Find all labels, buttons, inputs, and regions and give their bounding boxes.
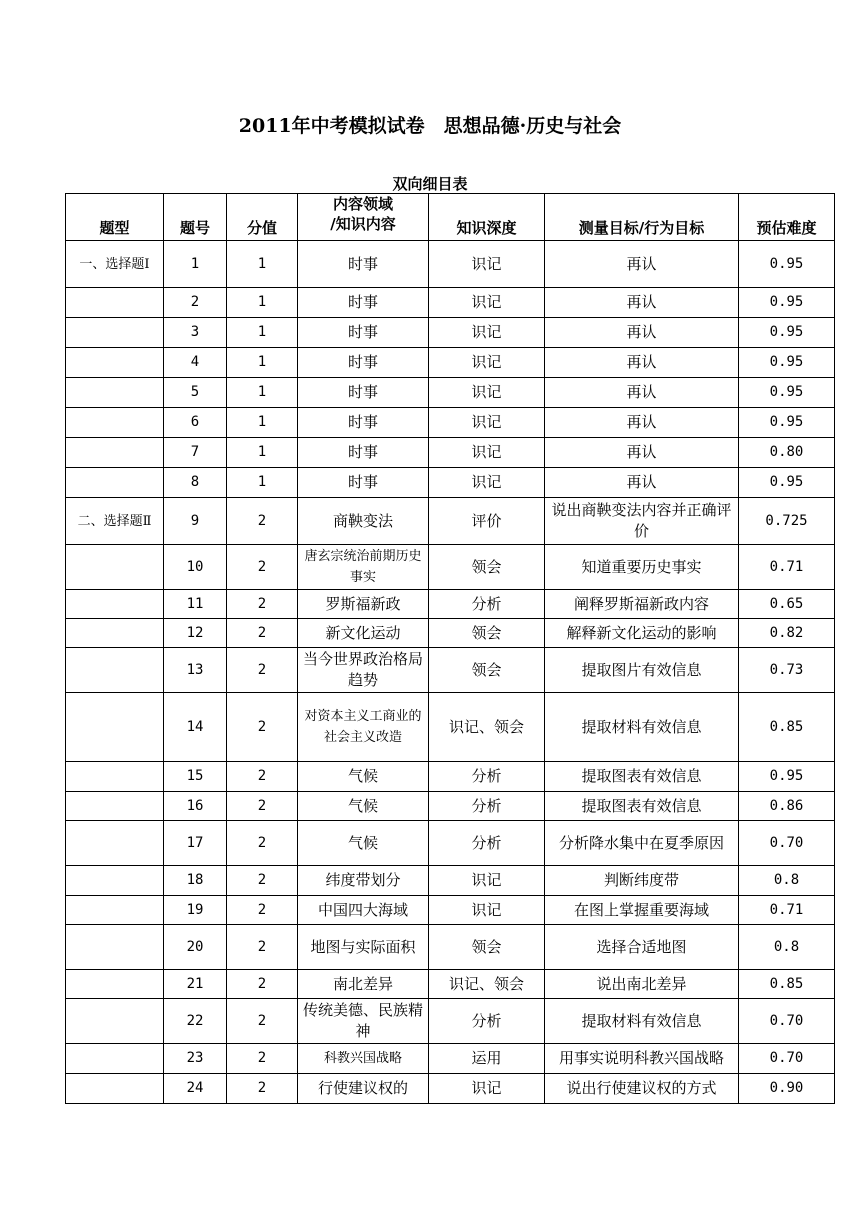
difficulty-cell: 0.90 <box>739 1074 835 1104</box>
score-cell: 2 <box>227 1044 298 1074</box>
difficulty-cell: 0.80 <box>739 438 835 468</box>
score-cell: 1 <box>227 438 298 468</box>
question-type-cell: 二、选择题Ⅱ <box>66 498 164 545</box>
question-number-cell: 14 <box>164 693 227 762</box>
question-number-cell: 15 <box>164 762 227 792</box>
depth-cell: 领会 <box>429 545 545 590</box>
table-row <box>66 545 835 590</box>
header-goal: 测量目标/行为目标 <box>545 194 739 241</box>
table-row <box>66 999 835 1044</box>
goal-cell: 说出商鞅变法内容并正确评价 <box>545 498 739 545</box>
goal-cell: 说出南北差异 <box>545 970 739 999</box>
header-number: 题号 <box>164 194 227 241</box>
question-number-cell: 23 <box>164 1044 227 1074</box>
content-cell: 纬度带划分 <box>298 866 429 896</box>
difficulty-cell: 0.95 <box>739 348 835 378</box>
question-type-cell <box>66 378 164 408</box>
question-number-cell: 18 <box>164 866 227 896</box>
goal-cell: 再认 <box>545 348 739 378</box>
goal-cell: 再认 <box>545 378 739 408</box>
table-row <box>66 408 835 438</box>
question-number-cell: 22 <box>164 999 227 1044</box>
content-cell: 时事 <box>298 318 429 348</box>
table-row <box>66 896 835 925</box>
score-cell: 2 <box>227 1074 298 1104</box>
table-row <box>66 288 835 318</box>
difficulty-cell: 0.95 <box>739 241 835 288</box>
question-type-cell <box>66 288 164 318</box>
question-type-cell <box>66 1074 164 1104</box>
goal-cell: 知道重要历史事实 <box>545 545 739 590</box>
difficulty-cell: 0.65 <box>739 590 835 619</box>
score-cell: 2 <box>227 619 298 648</box>
question-number-cell: 17 <box>164 821 227 866</box>
table-row <box>66 970 835 999</box>
score-cell: 1 <box>227 318 298 348</box>
table-row <box>66 648 835 693</box>
depth-cell: 识记 <box>429 241 545 288</box>
table-row <box>66 619 835 648</box>
question-type-cell <box>66 792 164 821</box>
goal-cell: 再认 <box>545 408 739 438</box>
question-type-cell <box>66 693 164 762</box>
content-cell: 地图与实际面积 <box>298 925 429 970</box>
table-row <box>66 821 835 866</box>
question-number-cell: 13 <box>164 648 227 693</box>
difficulty-cell: 0.8 <box>739 866 835 896</box>
question-type-cell <box>66 545 164 590</box>
header-difficulty: 预估难度 <box>739 194 835 241</box>
depth-cell: 识记 <box>429 408 545 438</box>
question-type-cell <box>66 896 164 925</box>
goal-cell: 提取图表有效信息 <box>545 762 739 792</box>
depth-cell: 识记 <box>429 378 545 408</box>
question-type-cell <box>66 762 164 792</box>
header-score: 分值 <box>227 194 298 241</box>
question-type-cell: 一、选择题Ⅰ <box>66 241 164 288</box>
question-type-cell <box>66 821 164 866</box>
content-cell: 时事 <box>298 378 429 408</box>
question-number-cell: 16 <box>164 792 227 821</box>
difficulty-cell: 0.85 <box>739 693 835 762</box>
difficulty-cell: 0.70 <box>739 821 835 866</box>
depth-cell: 识记、领会 <box>429 693 545 762</box>
table-row <box>66 792 835 821</box>
table-row <box>66 241 835 288</box>
question-number-cell: 5 <box>164 378 227 408</box>
content-cell: 对资本主义工商业的社会主义改造 <box>298 693 429 762</box>
question-type-cell <box>66 348 164 378</box>
content-cell: 唐玄宗统治前期历史事实 <box>298 545 429 590</box>
difficulty-cell: 0.70 <box>739 1044 835 1074</box>
content-cell: 商鞅变法 <box>298 498 429 545</box>
score-cell: 2 <box>227 792 298 821</box>
goal-cell: 再认 <box>545 288 739 318</box>
goal-cell: 分析降水集中在夏季原因 <box>545 821 739 866</box>
question-type-cell <box>66 1044 164 1074</box>
depth-cell: 领会 <box>429 619 545 648</box>
difficulty-cell: 0.70 <box>739 999 835 1044</box>
goal-cell: 再认 <box>545 438 739 468</box>
content-cell: 中国四大海域 <box>298 896 429 925</box>
content-cell: 气候 <box>298 792 429 821</box>
goal-cell: 再认 <box>545 318 739 348</box>
question-type-cell <box>66 318 164 348</box>
difficulty-cell: 0.85 <box>739 970 835 999</box>
depth-cell: 识记 <box>429 896 545 925</box>
content-cell: 时事 <box>298 438 429 468</box>
score-cell: 2 <box>227 925 298 970</box>
depth-cell: 识记、领会 <box>429 970 545 999</box>
content-cell: 当今世界政治格局趋势 <box>298 648 429 693</box>
depth-cell: 评价 <box>429 498 545 545</box>
question-number-cell: 10 <box>164 545 227 590</box>
goal-cell: 判断纬度带 <box>545 866 739 896</box>
question-type-cell <box>66 408 164 438</box>
depth-cell: 分析 <box>429 999 545 1044</box>
difficulty-cell: 0.95 <box>739 468 835 498</box>
score-cell: 2 <box>227 648 298 693</box>
depth-cell: 分析 <box>429 762 545 792</box>
difficulty-cell: 0.71 <box>739 545 835 590</box>
difficulty-cell: 0.725 <box>739 498 835 545</box>
question-type-cell <box>66 438 164 468</box>
content-cell: 传统美德、民族精神 <box>298 999 429 1044</box>
question-number-cell: 11 <box>164 590 227 619</box>
content-cell: 时事 <box>298 468 429 498</box>
difficulty-cell: 0.8 <box>739 925 835 970</box>
table-row <box>66 498 835 545</box>
difficulty-cell: 0.86 <box>739 792 835 821</box>
question-type-cell <box>66 925 164 970</box>
goal-cell: 阐释罗斯福新政内容 <box>545 590 739 619</box>
question-number-cell: 6 <box>164 408 227 438</box>
depth-cell: 分析 <box>429 821 545 866</box>
table-row <box>66 438 835 468</box>
question-number-cell: 2 <box>164 288 227 318</box>
score-cell: 1 <box>227 348 298 378</box>
score-cell: 2 <box>227 590 298 619</box>
score-cell: 2 <box>227 970 298 999</box>
question-type-cell <box>66 590 164 619</box>
table-caption: 双向细目表 <box>392 175 468 193</box>
score-cell: 2 <box>227 762 298 792</box>
question-number-cell: 3 <box>164 318 227 348</box>
question-type-cell <box>66 999 164 1044</box>
table-row <box>66 348 835 378</box>
table-row <box>66 1074 835 1104</box>
question-number-cell: 8 <box>164 468 227 498</box>
page-title: 2011年中考模拟试卷 思想品德·历史与社会 <box>238 115 622 137</box>
table-row <box>66 1044 835 1074</box>
score-cell: 2 <box>227 821 298 866</box>
goal-cell: 提取图片有效信息 <box>545 648 739 693</box>
depth-cell: 识记 <box>429 1074 545 1104</box>
depth-cell: 分析 <box>429 590 545 619</box>
difficulty-cell: 0.95 <box>739 762 835 792</box>
depth-cell: 识记 <box>429 288 545 318</box>
goal-cell: 说出行使建议权的方式 <box>545 1074 739 1104</box>
question-type-cell <box>66 468 164 498</box>
question-type-cell <box>66 619 164 648</box>
goal-cell: 再认 <box>545 468 739 498</box>
goal-cell: 提取材料有效信息 <box>545 693 739 762</box>
question-number-cell: 7 <box>164 438 227 468</box>
question-number-cell: 4 <box>164 348 227 378</box>
question-number-cell: 20 <box>164 925 227 970</box>
score-cell: 1 <box>227 408 298 438</box>
table-header-row <box>66 194 835 241</box>
score-cell: 2 <box>227 896 298 925</box>
content-cell: 时事 <box>298 241 429 288</box>
depth-cell: 分析 <box>429 792 545 821</box>
content-cell: 科教兴国战略 <box>298 1044 429 1074</box>
score-cell: 2 <box>227 866 298 896</box>
depth-cell: 领会 <box>429 925 545 970</box>
content-cell: 时事 <box>298 288 429 318</box>
question-type-cell <box>66 648 164 693</box>
difficulty-cell: 0.95 <box>739 318 835 348</box>
goal-cell: 选择合适地图 <box>545 925 739 970</box>
score-cell: 2 <box>227 498 298 545</box>
goal-cell: 解释新文化运动的影响 <box>545 619 739 648</box>
score-cell: 2 <box>227 693 298 762</box>
goal-cell: 在图上掌握重要海域 <box>545 896 739 925</box>
difficulty-cell: 0.71 <box>739 896 835 925</box>
score-cell: 2 <box>227 999 298 1044</box>
table-row <box>66 762 835 792</box>
depth-cell: 识记 <box>429 438 545 468</box>
header-type: 题型 <box>66 194 164 241</box>
table-row <box>66 378 835 408</box>
content-cell: 新文化运动 <box>298 619 429 648</box>
difficulty-cell: 0.95 <box>739 378 835 408</box>
question-number-cell: 12 <box>164 619 227 648</box>
table-row <box>66 925 835 970</box>
content-cell: 气候 <box>298 821 429 866</box>
depth-cell: 识记 <box>429 348 545 378</box>
question-number-cell: 9 <box>164 498 227 545</box>
table-row <box>66 693 835 762</box>
question-type-cell <box>66 866 164 896</box>
depth-cell: 识记 <box>429 318 545 348</box>
difficulty-cell: 0.95 <box>739 408 835 438</box>
table-row <box>66 590 835 619</box>
content-cell: 罗斯福新政 <box>298 590 429 619</box>
question-type-cell <box>66 970 164 999</box>
question-number-cell: 21 <box>164 970 227 999</box>
depth-cell: 领会 <box>429 648 545 693</box>
depth-cell: 运用 <box>429 1044 545 1074</box>
goal-cell: 提取材料有效信息 <box>545 999 739 1044</box>
question-number-cell: 1 <box>164 241 227 288</box>
depth-cell: 识记 <box>429 468 545 498</box>
content-cell: 气候 <box>298 762 429 792</box>
table-row <box>66 468 835 498</box>
difficulty-cell: 0.82 <box>739 619 835 648</box>
score-cell: 1 <box>227 378 298 408</box>
score-cell: 1 <box>227 288 298 318</box>
content-cell: 行使建议权的 <box>298 1074 429 1104</box>
score-cell: 2 <box>227 545 298 590</box>
score-cell: 1 <box>227 241 298 288</box>
difficulty-cell: 0.95 <box>739 288 835 318</box>
goal-cell: 再认 <box>545 241 739 288</box>
table-row <box>66 318 835 348</box>
depth-cell: 识记 <box>429 866 545 896</box>
question-number-cell: 24 <box>164 1074 227 1104</box>
score-cell: 1 <box>227 468 298 498</box>
table-row <box>66 866 835 896</box>
header-content: 内容领域 /知识内容 <box>298 194 429 241</box>
goal-cell: 用事实说明科教兴国战略 <box>545 1044 739 1074</box>
question-number-cell: 19 <box>164 896 227 925</box>
content-cell: 时事 <box>298 348 429 378</box>
header-depth: 知识深度 <box>429 194 545 241</box>
goal-cell: 提取图表有效信息 <box>545 792 739 821</box>
content-cell: 南北差异 <box>298 970 429 999</box>
difficulty-cell: 0.73 <box>739 648 835 693</box>
specification-table <box>65 193 835 1104</box>
content-cell: 时事 <box>298 408 429 438</box>
